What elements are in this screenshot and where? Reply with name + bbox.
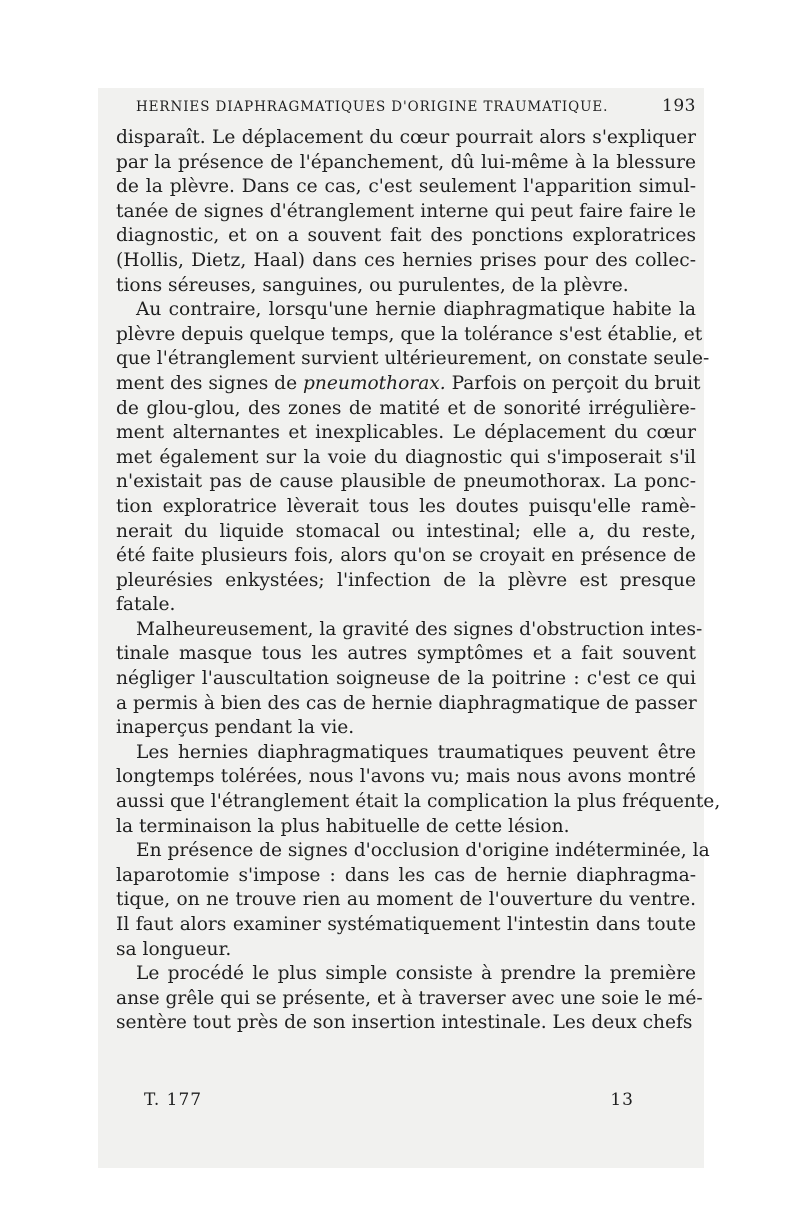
text-line: inaperçus pendant la vie.: [116, 717, 355, 739]
signature-mark: T. 177: [144, 1090, 203, 1110]
running-title: HERNIES DIAPHRAGMATIQUES D'ORIGINE TRAUMATIQUE.: [136, 99, 609, 115]
text-line: fatale.: [116, 594, 176, 616]
text-line: de la plèvre. Dans ce cas, c'est seulement l'apparition simul-: [116, 176, 696, 198]
text-line: tion exploratrice lèverait tous les doutes puisqu'elle ramè-: [116, 495, 696, 517]
text-line: tinale masque tous les autres symptômes et a fait souvent: [116, 643, 696, 665]
text-line: longtemps tolérées, nous l'avons vu; mais nous avons montré: [116, 766, 696, 788]
text-line: la terminaison la plus habituelle de cette lésion.: [116, 815, 570, 837]
text-line: a permis à bien des cas de hernie diaphragmatique de passer: [116, 692, 697, 714]
paragraph: [116, 618, 703, 741]
text-line: diagnostic, et on a souvent fait des ponctions exploratrices: [116, 225, 696, 247]
paragraph: [116, 741, 721, 839]
text-line: tanée de signes d'étranglement interne qui peut faire faire le: [116, 200, 696, 222]
paragraph: [116, 962, 703, 1036]
text-line: En présence de signes d'occlusion d'origine indéterminée, la: [136, 840, 710, 862]
text-line: aussi que l'étranglement était la complication la plus fréquente,: [116, 791, 721, 813]
text-line: Il faut alors examiner systématiquement l'intestin dans toute: [116, 914, 696, 935]
text-line: anse grêle qui se présente, et à traverser avec une soie le mé-: [116, 987, 703, 1009]
page-number: 193: [662, 96, 696, 116]
text-line: de glou-glou, des zones de matité et de sonorité irrégulière-: [116, 397, 696, 419]
text-line: que l'étranglement survient ultérieurement, on constate seule-: [116, 348, 710, 370]
body-text: [116, 126, 721, 1036]
text-line: plèvre depuis quelque temps, que la tolérance s'est établie, et: [116, 323, 703, 345]
italic-term: pneumothorax.: [303, 372, 446, 394]
signature-number: 13: [610, 1090, 634, 1110]
text-line: ment alternantes et inexplicables. Le déplacement du cœur: [116, 422, 696, 444]
paragraph: [116, 126, 696, 298]
text-line: nerait du liquide stomacal ou intestinal; elle a, du reste,: [116, 520, 696, 542]
text-line: tique, on ne trouve rien au moment de l'ouverture du ventre.: [116, 889, 696, 911]
text-line: négliger l'auscultation soigneuse de la poitrine : c'est ce qui: [116, 668, 696, 690]
text-line: laparotomie s'impose : dans les cas de hernie diaphragma-: [116, 864, 696, 886]
text-line: pleurésies enkystées; l'infection de la plèvre est presque: [116, 569, 696, 591]
paragraph: [116, 839, 710, 962]
page-footer: [144, 1090, 634, 1110]
text-line: tions séreuses, sanguines, ou purulentes, de la plèvre.: [116, 274, 629, 296]
paragraph: [116, 298, 710, 618]
book-page: [98, 88, 721, 1168]
text-line: disparaît. Le déplacement du cœur pourrait alors s'expliquer: [116, 127, 696, 148]
text-line: Malheureusement, la gravité des signes d'obstruction intes-: [136, 618, 703, 640]
text-line: sentère tout près de son insertion intestinale. Les deux chefs: [116, 1012, 693, 1034]
text-line: Les hernies diaphragmatiques traumatiques peuvent être: [136, 741, 696, 763]
text-line: été faite plusieurs fois, alors qu'on se croyait en présence de: [116, 545, 696, 567]
text-line: ment des signes de pneumothorax. Parfois on perçoit du bruit: [116, 372, 701, 394]
running-header: [118, 96, 696, 120]
text-line: sa longueur.: [116, 938, 232, 960]
text-line: met également sur la voie du diagnostic qui s'imposerait s'il: [116, 446, 696, 468]
text-line: n'existait pas de cause plausible de pneumothorax. La ponc-: [116, 471, 696, 493]
text-line: Au contraire, lorsqu'une hernie diaphragmatique habite la: [136, 299, 696, 321]
text-line: Le procédé le plus simple consiste à prendre la première: [136, 963, 696, 985]
text-line: par la présence de l'épanchement, dû lui-même à la blessure: [116, 151, 696, 173]
text-line: (Hollis, Dietz, Haal) dans ces hernies prises pour des collec-: [116, 249, 696, 271]
